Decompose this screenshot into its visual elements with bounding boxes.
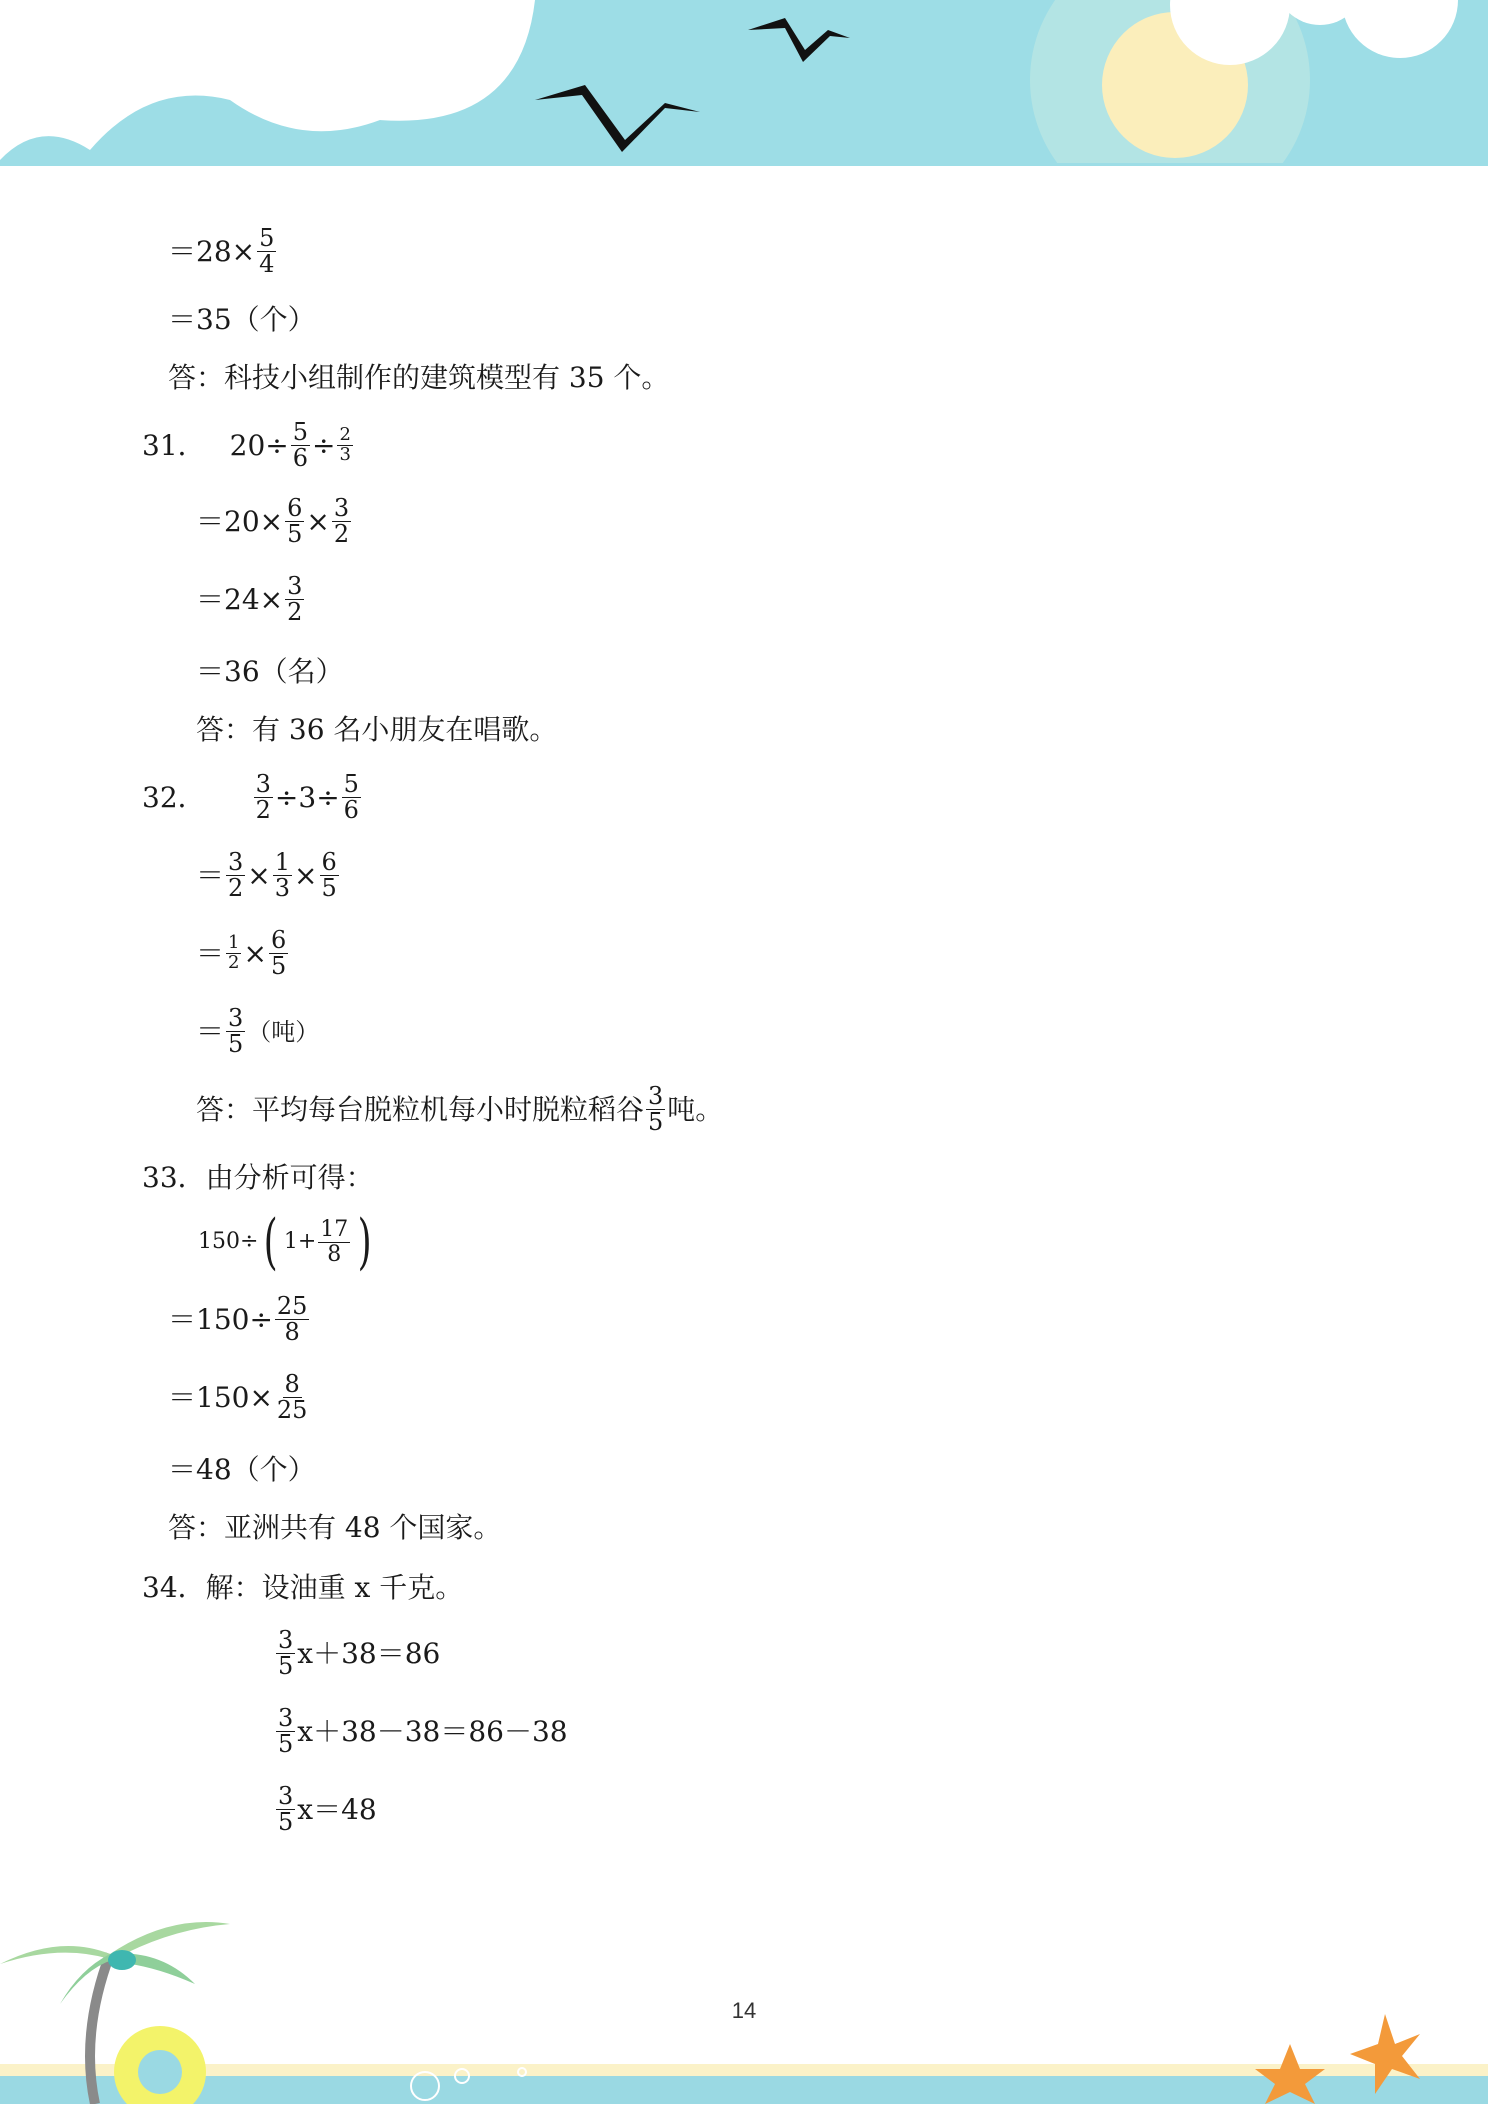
step-line: ＝36（名） (196, 655, 344, 688)
question-34: 34．解：设油重 x 千克。 (142, 1571, 464, 1604)
operator: × (247, 858, 271, 892)
expr-text: ＝20× (196, 504, 284, 538)
step-line (196, 1006, 319, 1057)
step-line (196, 850, 341, 901)
numerator: 3 (228, 1004, 244, 1032)
numerator: 3 (255, 770, 271, 798)
denominator: 5 (648, 1108, 664, 1137)
denominator: 6 (292, 444, 309, 473)
denominator: 2 (287, 598, 303, 627)
numerator: 5 (259, 224, 275, 252)
page-number: 14 (731, 1998, 757, 2023)
fraction (273, 850, 292, 901)
expr-text: ＝ (196, 858, 225, 892)
operator: × (306, 504, 330, 538)
answer-line: 答：亚洲共有 48 个国家。 (168, 1511, 502, 1544)
denominator: 5 (278, 1730, 294, 1759)
step-line: ＝35（个） (168, 303, 316, 336)
operator: × (294, 858, 318, 892)
expr-text: ＝24× (196, 582, 284, 616)
expr-text: ＝ (196, 1014, 225, 1048)
numerator: 3 (278, 1704, 294, 1732)
fraction (276, 1628, 295, 1679)
denominator: 3 (339, 444, 351, 466)
expr-text: 1+ (283, 1229, 317, 1254)
numerator: 3 (278, 1626, 294, 1654)
fraction (291, 420, 310, 471)
operator: × (243, 936, 267, 970)
equation-text: x＋38－38＝86－38 (297, 1714, 568, 1748)
step-line: ＝48（个） (168, 1453, 316, 1486)
denominator: 25 (276, 1396, 308, 1425)
denominator: 2 (255, 796, 271, 825)
expr-text: ＝ (196, 936, 225, 970)
numerator: 3 (333, 494, 350, 522)
numerator: 6 (321, 848, 337, 876)
denominator: 2 (228, 874, 244, 903)
fraction (275, 1372, 310, 1423)
numerator: 2 (339, 424, 351, 446)
denominator: 5 (278, 1808, 294, 1837)
fraction (318, 1218, 350, 1265)
fraction (332, 496, 351, 547)
operator: ÷3÷ (274, 780, 340, 814)
step-line (196, 574, 306, 625)
step-line (196, 928, 290, 979)
denominator: 5 (270, 952, 287, 981)
coconut-icon (108, 1950, 136, 1970)
answer-text: 吨。 (667, 1092, 724, 1126)
denominator: 8 (327, 1241, 342, 1267)
palm-leaf-icon (0, 1946, 110, 1964)
denominator: 8 (284, 1318, 300, 1347)
denominator: 5 (287, 520, 303, 549)
numerator: 3 (228, 848, 244, 876)
question-number: 32． (142, 780, 206, 814)
right-paren: ) (357, 1207, 373, 1277)
equation-text: x＋38＝86 (297, 1636, 441, 1670)
step-line (198, 1207, 378, 1277)
denominator: 2 (333, 520, 350, 549)
fraction (342, 772, 361, 823)
step-line (196, 496, 353, 547)
answer-line: 答：有 36 名小朋友在唱歌。 (196, 713, 558, 746)
step-line (168, 1294, 311, 1345)
equation-text: x＝48 (297, 1792, 377, 1826)
fraction (254, 772, 273, 823)
fraction (226, 1006, 245, 1057)
denominator: 6 (343, 796, 359, 825)
numerator: 25 (276, 1292, 308, 1320)
expr-text: ＝150÷ (168, 1302, 273, 1336)
numerator: 5 (343, 770, 359, 798)
fraction (257, 226, 276, 277)
numerator: 5 (292, 418, 309, 446)
numerator: 6 (270, 926, 287, 954)
answer-line (196, 1084, 723, 1135)
fraction (226, 934, 241, 973)
unit-text: （吨） (247, 1017, 320, 1046)
numerator: 6 (287, 494, 303, 522)
numerator: 3 (287, 572, 303, 600)
fraction (269, 928, 288, 979)
numerator: 17 (320, 1217, 349, 1243)
step-line (168, 1372, 311, 1423)
numerator: 1 (274, 848, 291, 876)
fraction (646, 1084, 665, 1135)
equation-line (274, 1706, 568, 1757)
question-32 (142, 772, 363, 823)
fraction (285, 496, 304, 547)
question-31 (142, 420, 355, 471)
question-33: 33．由分析可得： (142, 1161, 374, 1194)
numerator: 8 (284, 1370, 300, 1398)
denominator: 5 (321, 874, 337, 903)
expr-text: ＝28× (168, 234, 256, 268)
numerator: 3 (648, 1082, 664, 1110)
numerator: 3 (278, 1782, 294, 1810)
fraction (276, 1706, 295, 1757)
answer-line: 答：科技小组制作的建筑模型有 35 个。 (168, 361, 670, 394)
fraction (276, 1784, 295, 1835)
step-line (168, 226, 278, 277)
equation-line (274, 1628, 440, 1679)
operator: ÷ (312, 428, 336, 462)
denominator: 4 (259, 250, 275, 279)
numerator: 1 (228, 932, 240, 954)
fraction (337, 426, 352, 465)
fraction (275, 1294, 310, 1345)
fraction (285, 574, 304, 625)
denominator: 5 (278, 1652, 294, 1681)
expr-text: ＝150× (168, 1380, 273, 1414)
footer-banner (0, 1914, 1488, 2104)
question-number: 31． (142, 428, 206, 462)
denominator: 3 (274, 874, 291, 903)
fraction (320, 850, 339, 901)
fraction (226, 850, 245, 901)
answer-text: 答：平均每台脱粒机每小时脱粒稻谷 (196, 1092, 645, 1126)
expr-text: 150÷ (198, 1229, 259, 1254)
expr-text: 20÷ (229, 428, 289, 462)
sea-strip (0, 2076, 1488, 2104)
denominator: 2 (228, 952, 240, 974)
denominator: 5 (228, 1030, 244, 1059)
left-paren: ( (264, 1207, 279, 1277)
equation-line (274, 1784, 377, 1835)
